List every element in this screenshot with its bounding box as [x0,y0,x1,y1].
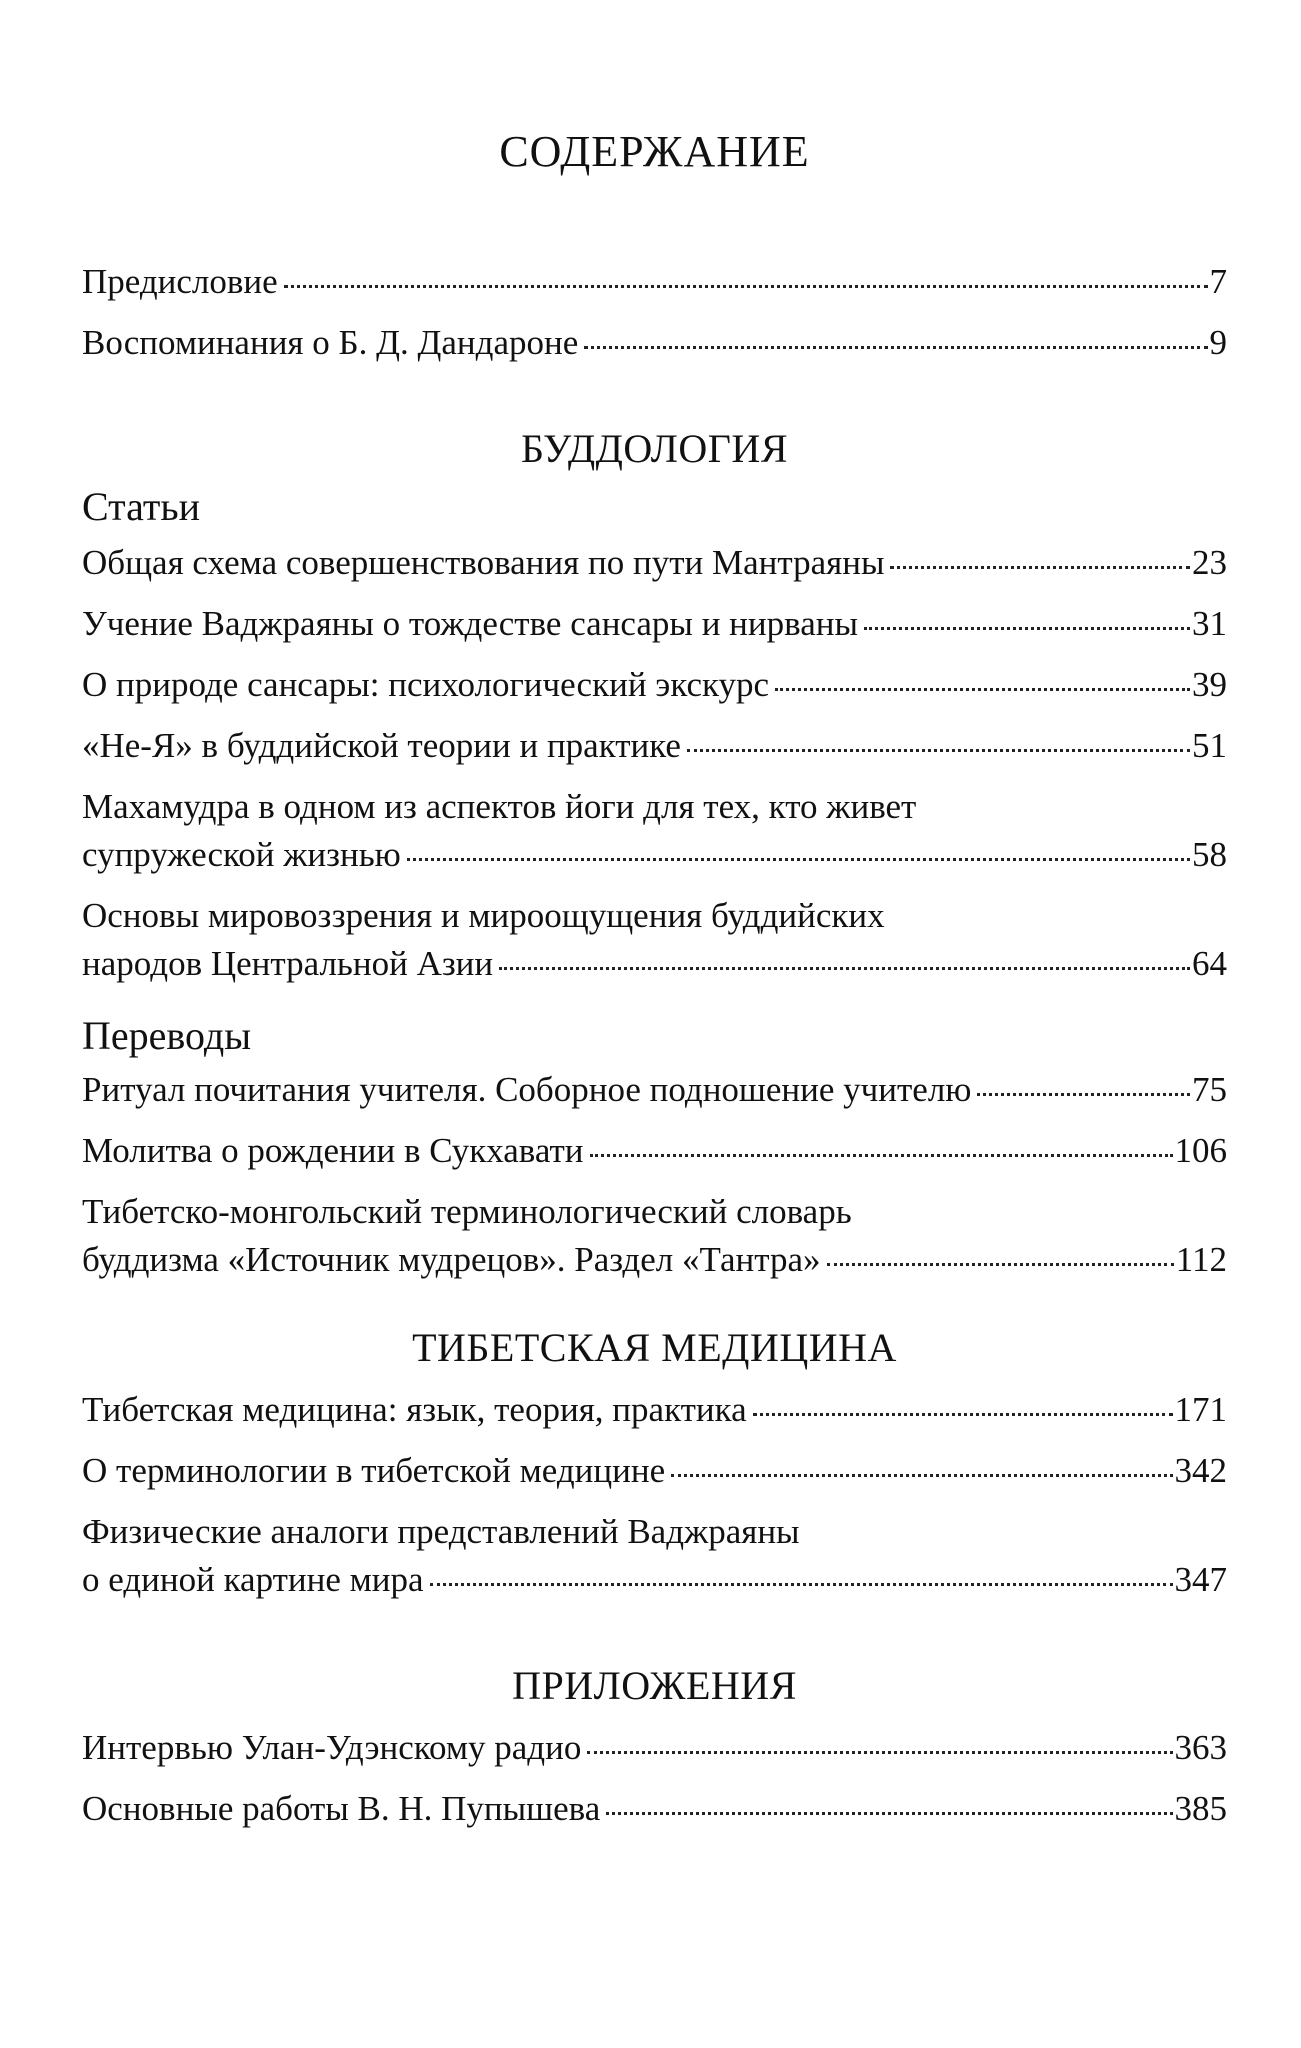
dot-leader [687,749,1190,752]
toc-entry[interactable] [82,539,1227,587]
toc-entry[interactable] [82,1188,1227,1284]
toc-entry[interactable] [82,1127,1227,1175]
toc-page-number: 7 [1209,262,1227,301]
toc-page-number: 75 [1192,1070,1227,1109]
toc-page-number: 385 [1174,1789,1227,1828]
toc-page-number: 112 [1175,1240,1227,1279]
toc-entry[interactable] [82,1785,1227,1833]
toc-entry-title-line: Махамудра в одном из аспектов йоги для тех, кто живет [82,787,917,826]
toc-page-number: 106 [1174,1131,1227,1170]
toc-entry-title-line: буддизма «Источник мудрецов». Раздел «Тантра» [82,1240,821,1279]
toc-entry-preface[interactable] [82,258,1227,306]
toc-page-number: 171 [1174,1390,1227,1429]
toc-entry-title-line: Физические аналоги представлений Ваджраяны [82,1512,800,1551]
toc-entry[interactable] [82,600,1227,648]
toc-page-number: 39 [1192,665,1227,704]
dot-leader [430,1583,1173,1586]
toc-entry-title: Ритуал почитания учителя. Соборное подношение учителю [82,1070,972,1109]
toc-entry-title-line: супружеской жизнью [82,835,401,874]
toc-entry[interactable] [82,661,1227,709]
toc-entry[interactable] [82,892,1227,988]
dot-leader [284,285,1208,288]
toc-entry-title: О природе сансары: психологический экскурс [82,665,770,704]
toc-page-number: 363 [1174,1728,1227,1767]
medicine-list [82,1386,1227,1604]
toc-entry-title: Основные работы В. Н. Пупышева [82,1789,601,1828]
dot-leader [977,1093,1190,1096]
toc-entry-title: Учение Ваджраяны о тождестве сансары и нирваны [82,604,858,643]
toc-entry[interactable] [82,1066,1227,1114]
toc-entry-title: Интервью Улан-Удэнскому радио [82,1728,582,1767]
section-heading-buddology: БУДДОЛОГИЯ [520,426,788,471]
toc-page-number: 23 [1192,543,1227,582]
subsection-heading-translations: Переводы [82,1013,252,1058]
dot-leader [606,1812,1172,1815]
dot-leader [775,688,1190,691]
toc-page-number: 347 [1174,1560,1227,1599]
toc-entry-title-line: народов Центральной Азии [82,944,494,983]
page-title: СОДЕРЖАНИЕ [499,127,810,176]
toc-page-number: 58 [1192,835,1227,874]
toc-page-number: 64 [1192,944,1227,983]
toc-entry-title-line: о единой картине мира [82,1560,424,1599]
articles-list [82,539,1227,988]
subsection-heading-articles: Статьи [82,484,200,529]
dot-leader [827,1263,1174,1266]
translations-list [82,1066,1227,1284]
dot-leader [499,967,1190,970]
toc-entry-title: Молитва о рождении в Сукхавати [82,1131,584,1170]
toc-entry[interactable] [82,1447,1227,1495]
front-matter [82,258,1227,367]
section-heading-appendices: ПРИЛОЖЕНИЯ [512,1663,797,1708]
toc-entry-title: «Не-Я» в буддийской теории и практике [82,726,681,765]
dot-leader [590,1154,1173,1157]
dot-leader [407,858,1190,861]
toc-entry-title-line: Основы мировоззрения и мироощущения буддийских [82,896,885,935]
toc-entry-title: О терминологии в тибетской медицине [82,1451,666,1490]
toc-entry-title: Общая схема совершенствования по пути Мантраяны [82,543,885,582]
toc-entry[interactable] [82,722,1227,770]
dot-leader [890,566,1190,569]
toc-page-number: 342 [1174,1451,1227,1490]
toc-page-number: 51 [1192,726,1227,765]
dot-leader [671,1474,1172,1477]
dot-leader [753,1413,1173,1416]
toc-entry-title: Воспоминания о Б. Д. Дандароне [82,323,579,362]
toc-entry-title-line: Тибетско-монгольский терминологический словарь [82,1192,852,1231]
section-heading-medicine: ТИБЕТСКАЯ МЕДИЦИНА [412,1325,897,1370]
toc-entry-title: Тибетская медицина: язык, теория, практика [82,1390,747,1429]
toc-entry[interactable] [82,1508,1227,1604]
toc-page-number: 9 [1209,323,1227,362]
toc-entry-memoirs[interactable] [82,319,1227,367]
toc-page-number: 31 [1192,604,1227,643]
toc-entry[interactable] [82,1386,1227,1434]
dot-leader [864,627,1190,630]
appendices-list [82,1724,1227,1833]
dot-leader [587,1751,1172,1754]
toc-entry[interactable] [82,783,1227,879]
dot-leader [584,346,1207,349]
toc-entry[interactable] [82,1724,1227,1772]
toc-entry-title: Предисловие [82,262,278,301]
